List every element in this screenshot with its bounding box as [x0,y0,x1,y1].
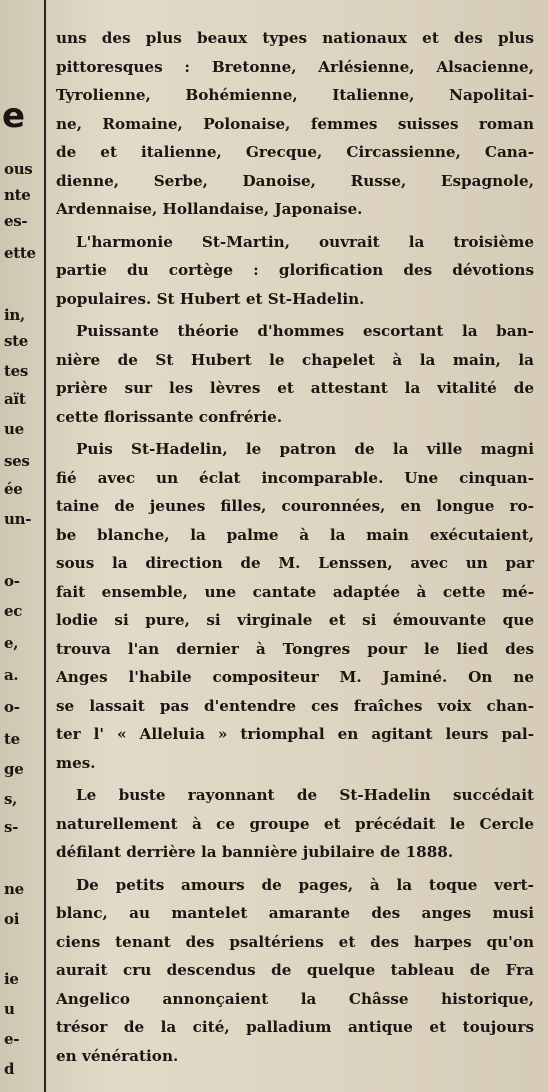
text-line: blanc, au mantelet amarante des anges musi [56,904,534,922]
text-line: fié avec un éclat incomparable. Une cinquan- [56,468,534,487]
left-column-fragment-text: ue [4,420,24,438]
text-line: trésor de la cité, palladium antique et toujours [56,1018,534,1036]
left-column-fragment-text: aït [4,390,26,408]
text-line: Tyrolienne, Bohémienne, Italienne, Napolitai- [56,86,534,104]
text-line: Puis St-Hadelin, le patron de la ville magni [76,440,534,458]
left-column-fragment-text: o- [4,572,20,590]
left-column-fragment-text: d [4,1060,15,1078]
left-column-fragment-text: un- [4,510,32,528]
text-line: Ardennaise, Hollandaise, Japonaise. [56,200,363,218]
left-column-fragment-text: ge [4,760,24,778]
left-column-fragment-text: e- [4,1030,20,1048]
text-line: populaires. St Hubert et St-Hadelin. [56,289,365,308]
paragraph [56,781,534,867]
text-line: sous la direction de M. Lenssen, avec un par [56,554,534,572]
left-column-fragment-text: in, [4,306,25,324]
left-column-fragment-text: o- [4,698,20,716]
text-line: fait ensemble, une cantate adaptée à cette mé- [56,582,534,601]
text-line: Le buste rayonnant de St-Hadelin succédait [76,786,534,804]
left-column-fragment-text: s, [4,790,18,808]
left-column-big-letter: e [2,96,26,136]
left-column-fragment-text: ous [4,160,33,178]
left-column-fragment [0,0,40,1092]
left-column-fragment-text: a. [4,666,19,684]
paragraph [56,228,534,314]
text-line: ter l' « Alleluia » triomphal en agitant leurs pal- [56,725,534,743]
left-column-fragment-text: s- [4,818,19,836]
left-column-fragment-text: nte [4,186,31,204]
paragraph [56,871,534,1071]
text-line: L'harmonie St-Martin, ouvrait la troisième [76,232,534,251]
text-line: défilant derrière la bannière jubilaire de 1888. [56,843,454,861]
text-line: De petits amours de pages, à la toque vert- [76,875,534,894]
left-column-fragment-text: ne [4,880,24,898]
text-line: naturellement à ce groupe et précédait le Cercle [56,814,534,833]
text-line: trouva l'an dernier à Tongres pour le lied des [56,639,534,658]
column-rule [44,0,46,1092]
text-line: cette florissante confrérie. [56,407,283,426]
left-column-fragment-text: tes [4,362,29,380]
article-column [56,24,534,1074]
text-line: partie du cortège : glorification des dévotions [56,261,534,279]
text-line: aurait cru descendus de quelque tableau de Fra [56,961,534,979]
paragraph [56,317,534,431]
text-line: de et italienne, Grecque, Circassienne, Cana- [56,143,534,161]
left-column-fragment-text: ses [4,452,30,470]
text-line: uns des plus beaux types nationaux et des plus [56,29,534,47]
text-line: lodie si pure, si virginale et si émouvante que [56,611,534,629]
text-line: prière sur les lèvres et attestant la vitalité de [56,379,534,397]
text-line: nière de St Hubert le chapelet à la main, la [56,350,534,369]
left-column-fragment-text: ste [4,332,29,350]
text-line: be blanche, la palme à la main exécutaient, [56,525,534,544]
text-line: dienne, Serbe, Danoise, Russe, Espagnole, [56,171,534,190]
left-column-fragment-text: e, [4,634,19,652]
left-column-fragment-text: ie [4,970,19,988]
left-column-fragment-text: u [4,1000,15,1018]
left-column-fragment-text: ette [4,244,36,262]
paragraph [56,435,534,777]
left-column-fragment-text: te [4,730,20,748]
text-line: Angelico annonçaient la Châsse historique, [56,989,534,1008]
left-column-fragment-text: oi [4,910,20,928]
text-line: se lassait pas d'entendre ces fraîches voix chan- [56,696,534,715]
left-column-fragment-text: es- [4,212,28,230]
left-column-fragment-text: ée [4,480,23,498]
text-line: mes. [56,753,96,772]
text-line: pittoresques : Bretonne, Arlésienne, Alsacienne, [56,57,534,76]
text-line: Anges l'habile compositeur M. Jaminé. On ne [56,668,534,686]
text-line: Puissante théorie d'hommes escortant la ban- [76,322,534,340]
text-line: ciens tenant des psaltériens et des harpes qu'on [56,932,534,951]
paragraph [56,24,534,224]
left-column-fragment-text: ec [4,602,23,620]
text-line: en vénération. [56,1046,179,1065]
text-line: taine de jeunes filles, couronnées, en longue ro- [56,497,534,515]
text-line: ne, Romaine, Polonaise, femmes suisses roman [56,114,534,133]
